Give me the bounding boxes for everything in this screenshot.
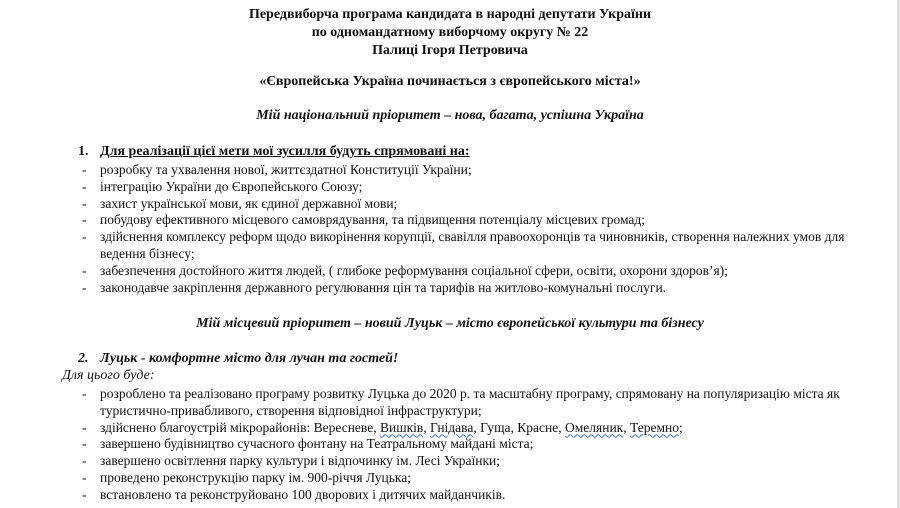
list-item: - здійснено благоустрій мікрорайонів: Вересневе, Вишків, Гнідава, Гуща, Красне, Омеляник, Теремно; [82, 419, 683, 435]
spellcheck-word: Теремно [630, 419, 679, 435]
list-item: - побудову ефективного місцевого самоврядування, та підвищення потенціалу місцевих громад; [82, 212, 646, 228]
list-item: - захист української мови, як єдиної державної мови; [82, 195, 398, 211]
list-item: - завершено освітлення парку культури і відпочинку ім. Лесі Українки; [82, 453, 501, 469]
spellcheck-word: Омеляник [565, 419, 624, 435]
list-item: - законодавче закріплення державного регулювання цін та тарифів на житлово-комунальні послуги. [82, 279, 667, 295]
section2-heading [78, 351, 398, 367]
section1-heading [78, 144, 470, 160]
spellcheck-word: Вишків [379, 419, 424, 435]
doc-title-line3: Палиці Ігоря Петровича [372, 43, 528, 58]
slogan: «Європейська Україна починається з європейського міста!» [259, 74, 641, 89]
section2-heading-text: Луцьк - комфортне місто для лучан та гостей! [100, 351, 399, 366]
list-item: - розробку та ухвалення нової, життєздатної Конституції України; [82, 162, 472, 177]
doc-title-line2: по одномандатному виборчому округу № 22 [311, 25, 589, 40]
section1-heading-text: Для реалізації цієї мети мої зусилля будуть спрямовані на: [100, 144, 470, 159]
section2-number: 2. [78, 351, 89, 366]
list-item: - забезпечення достойного життя людей, ( глибоке реформування соціальної сфери, освіти, охорони здоров’я); [82, 262, 729, 278]
national-priority: Мій національний пріоритет – нова, багата, успішна Україна [256, 108, 644, 123]
spellcheck-word: Гнідава [430, 419, 474, 435]
local-priority: Мій місцевий пріоритет – новий Луцьк – місто європейської культури та бізнесу [196, 316, 704, 331]
section2-subnote: Для цього буде: [62, 368, 155, 383]
list-item: - здійснення комплексу реформ щодо викорінення корупції, свавілля правоохоронців та чиновників, створення належних умов для ведення бізнесу; [82, 229, 845, 261]
section2-list [0, 386, 900, 504]
section1-list [0, 162, 900, 296]
section1-number: 1. [78, 144, 89, 159]
doc-title-line1: Передвиборча програма кандидата в народні депутати України [248, 7, 652, 22]
list-item: - розроблено та реалізовано програму розвитку Луцька до 2020 р. та масштабну програму, спрямовану на популяризацію міста як туристично-привабливого, створення відповідної інфраструктури; [82, 386, 840, 418]
list-item: - проведено реконструкцію парку ім. 900-річчя Луцька; [82, 469, 411, 485]
list-item: - інтеграцію України до Європейського Союзу; [82, 178, 363, 194]
list-item: - встановлено та реконструйовано 100 дворових і дитячих майданчиків. [82, 486, 506, 502]
list-item: - завершено будівництво сучасного фонтану на Театральному майдані міста; [82, 436, 534, 452]
